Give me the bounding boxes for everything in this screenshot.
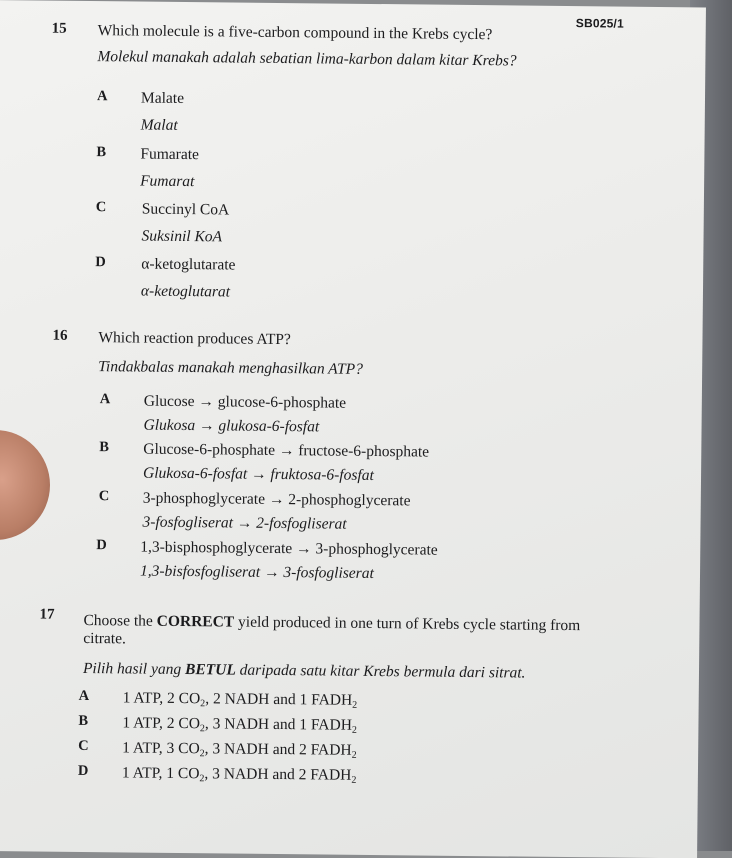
question-number: 15	[51, 20, 67, 37]
option-letter: A	[96, 88, 108, 105]
question-text-en: Which reaction produces ATP?	[98, 329, 291, 349]
option-letter: D	[77, 762, 89, 780]
option-letter: B	[96, 144, 107, 161]
option-d-ms: α-ketoglutarat	[140, 282, 231, 301]
option-a: 1 ATP, 2 $CO_2$, 2 NADH and 1 $FADH_2$	[122, 689, 358, 711]
option-d-en: α-ketoglutarate	[141, 255, 236, 274]
paper-code: SB025/1	[575, 16, 624, 31]
option-b: 1 ATP, 2 $CO_2$, 3 NADH and 1 $FADH_2$	[122, 714, 357, 736]
option-d: 1 ATP, 1 $CO_2$, 3 NADH and 2 $FADH_2$	[121, 764, 357, 786]
option-b-ms: Glukosa-6-fosfat → fruktosa-6-fosfat	[142, 464, 374, 485]
question-text-en: Choose the CORRECT yield produced in one turn of Krebs cycle starting from	[83, 611, 581, 635]
question-text-en-line2: citrate.	[83, 629, 127, 648]
option-letter: C	[78, 737, 89, 755]
option-a-ms: Malat	[140, 116, 178, 134]
option-c-ms: 3-fosfogliserat → 2-fosfogliserat	[142, 513, 347, 533]
option-c-ms: Suksinil KoA	[141, 227, 223, 246]
question-text-ms: Molekul manakah adalah sebatian lima-karbon dalam kitar Krebs?	[97, 48, 517, 70]
option-letter: C	[98, 488, 110, 505]
question-text-ms: Pilih hasil yang BETUL daripada satu kitar Krebs bermula dari sitrat.	[82, 659, 526, 682]
option-letter: C	[95, 199, 107, 216]
question-number: 17	[39, 606, 55, 623]
option-b-ms: Fumarat	[140, 172, 195, 191]
option-letter: D	[96, 537, 107, 554]
option-letter: A	[78, 687, 90, 705]
question-number: 16	[52, 327, 68, 344]
option-d-en: 1,3-bisphosphoglycerate → 3-phosphoglycerate	[140, 538, 438, 559]
option-letter: D	[95, 254, 106, 271]
option-a-en: Glucose → glucose-6-phosphate	[143, 392, 347, 412]
option-a-en: Malate	[140, 89, 185, 107]
question-text-ms: Tindakbalas manakah menghasilkan ATP?	[98, 358, 364, 378]
option-b-en: Fumarate	[140, 145, 200, 164]
option-c: 1 ATP, 3 $CO_2$, 3 NADH and 2 $FADH_2$	[122, 739, 357, 761]
option-a-ms: Glukosa → glukosa-6-fosfat	[143, 416, 320, 436]
option-c-en: 3-phosphoglycerate → 2-phosphoglycerate	[142, 489, 411, 510]
question-text-en: Which molecule is a five-carbon compound in the Krebs cycle?	[97, 22, 493, 44]
option-letter: A	[99, 391, 111, 408]
option-c-en: Succinyl CoA	[141, 200, 230, 219]
option-letter: B	[78, 712, 89, 730]
option-d-ms: 1,3-bisfosfogliserat → 3-fosfogliserat	[139, 562, 374, 583]
option-b-en: Glucose-6-phosphate → fructose-6-phosphate	[143, 440, 430, 461]
option-letter: B	[99, 439, 110, 456]
